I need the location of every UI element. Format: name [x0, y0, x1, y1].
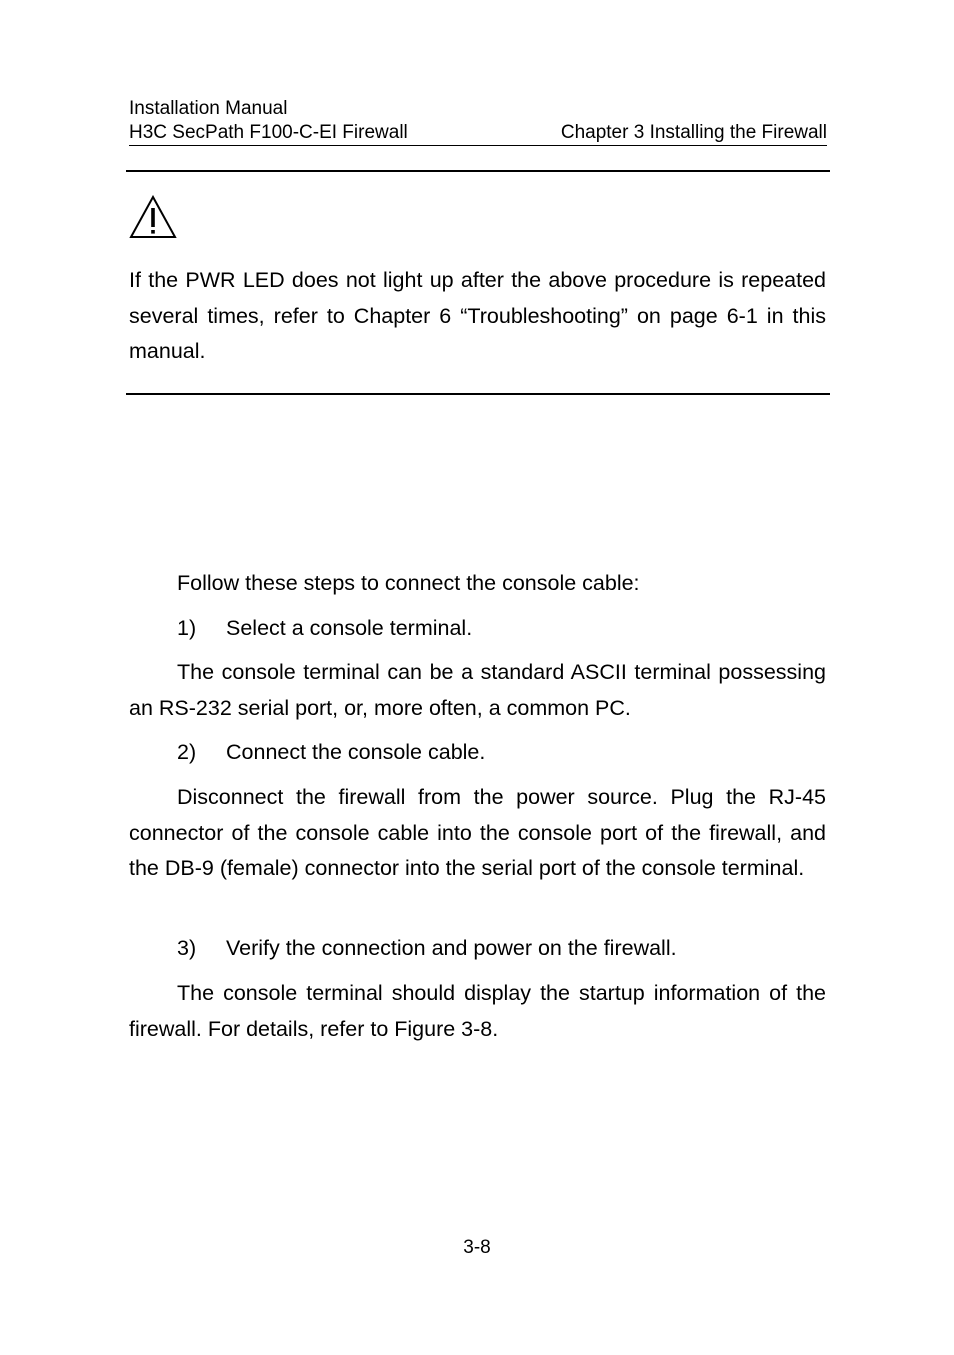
step-2-title: [177, 735, 485, 771]
step-title: Verify the connection and power on the firewall.: [226, 936, 677, 960]
step-2-detail: Disconnect the firewall from the power source. Plug the RJ-45 connector of the console cable into the console port of the firewall, and the DB-9 (female) connector into the serial port of the console terminal.: [129, 785, 826, 880]
chapter-title: Chapter 3 Installing the Firewall: [560, 122, 827, 143]
step-number: 1): [177, 616, 197, 640]
page-header: [129, 97, 827, 146]
step-3-title: [177, 931, 677, 967]
caution-bottom-rule: [126, 393, 830, 395]
caution-top-rule: [126, 170, 830, 172]
page-number: 3-8: [463, 1237, 491, 1258]
step-number: 2): [177, 740, 197, 764]
intro-text: Follow these steps to connect the console cable:: [177, 571, 640, 595]
step-1-detail: The console terminal can be a standard ASCII terminal possessing an RS-232 serial port, or, more often, a common PC.: [129, 660, 826, 720]
caution-text: If the PWR LED does not light up after the above procedure is repeated several times, refer to Chapter 6 “Troubleshooting” on page 6-1 in this manual.: [129, 268, 826, 363]
step-title: Connect the console cable.: [226, 740, 486, 764]
product-name: H3C SecPath F100-C-EI Firewall: [129, 122, 408, 143]
step-number: 3): [177, 936, 197, 960]
warning-triangle-icon: [129, 195, 177, 239]
header-line: [129, 121, 827, 146]
step-1-title: [177, 611, 472, 647]
step-3-detail: The console terminal should display the startup information of the firewall. For details, refer to Figure 3-8.: [129, 981, 826, 1041]
step-title: Select a console terminal.: [226, 616, 473, 640]
manual-title: Installation Manual: [129, 98, 288, 119]
